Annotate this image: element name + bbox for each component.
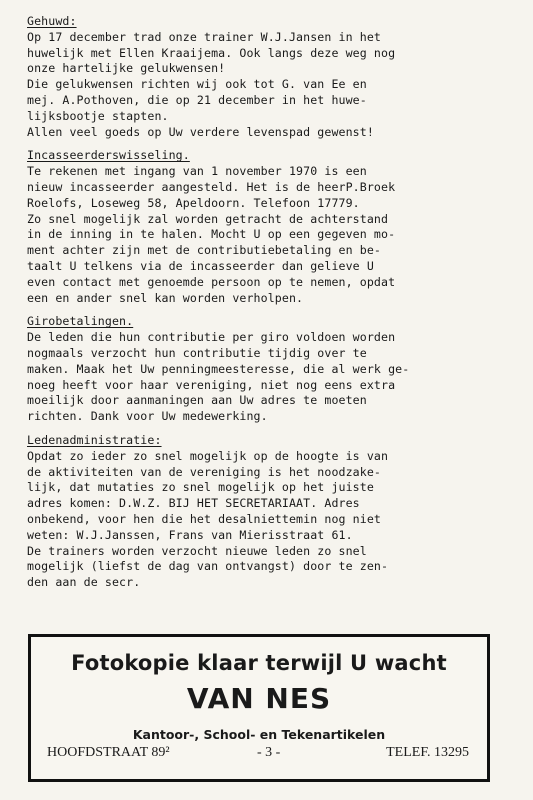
section-heading: Ledenadministratie: — [27, 432, 162, 447]
text-line: Die gelukwensen richten wij ook tot G. van Ee en — [27, 77, 367, 92]
text-line: mogelijk (liefst de dag van ontvangst) door te zen- — [27, 559, 389, 574]
text-line: in de inning in te halen. Mocht U op een gegeven mo- — [27, 227, 396, 242]
text-line: richten. Dank voor Uw medewerking. — [27, 409, 268, 424]
ad-subtitle: Kantoor-, School- en Tekenartikelen — [132, 727, 386, 742]
text-line: nieuw incasseerder aangesteld. Het is de heerP.Broek — [27, 179, 396, 194]
section-heading: Gehuwd: — [27, 14, 77, 28]
section-ledenadministratie — [27, 433, 507, 591]
text-line: even contact met genoemde persoon op te nemen, opdat — [27, 274, 396, 289]
text-line: lijk, dat mutaties zo snel mogelijk op het juiste — [27, 480, 374, 495]
section-heading: Incasseerderswisseling. — [27, 148, 190, 163]
section-girobetalingen — [27, 314, 507, 425]
text-line: moeilijk door aanmaningen aan Uw adres te moeten — [27, 393, 367, 408]
section-heading: Girobetalingen. — [27, 314, 134, 329]
text-column — [27, 14, 507, 599]
text-line: onbekend, voor hen die het desalniettemin nog niet — [27, 511, 382, 526]
page-number: - 3 - — [257, 745, 281, 760]
ad-telephone: TELEF. 13295 — [386, 745, 469, 760]
text-line: ment achter zijn met de contributiebetaling en be- — [27, 243, 382, 258]
text-line: taalt U telkens via de incasseerder dan gelieve U — [27, 258, 374, 273]
text-line: onze hartelijke gelukwensen! — [27, 61, 226, 76]
text-line: Te rekenen met ingang van 1 november 1970 is een — [27, 164, 367, 179]
text-line: lijksbootje stapten. — [27, 108, 169, 123]
text-line: Op 17 december trad onze trainer W.J.Jansen in het — [27, 29, 382, 44]
text-line: noeg heeft voor haar vereniging, niet nog eens extra — [27, 377, 396, 392]
text-line: weten: W.J.Janssen, Frans van Mierisstraat 61. — [27, 527, 353, 542]
ad-shop-name: VAN NES — [186, 682, 332, 715]
advertisement-box — [28, 634, 490, 782]
text-line: Zo snel mogelijk zal worden getracht de achterstand — [27, 211, 389, 226]
text-line: Roelofs, Loseweg 58, Apeldoorn. Telefoon 17779. — [27, 195, 360, 210]
text-line: Allen veel goeds op Uw verdere levenspad gewenst! — [27, 124, 374, 139]
ad-tagline: Fotokopie klaar terwijl U wacht — [71, 651, 447, 675]
section-incasseerderswisseling — [27, 148, 507, 306]
text-line: mej. A.Pothoven, die op 21 december in het huwe- — [27, 92, 367, 107]
text-line: adres komen: D.W.Z. BIJ HET SECRETARIAAT. Adres — [27, 496, 360, 511]
text-line: maken. Maak het Uw penningmeesteresse, die al werk ge- — [27, 361, 410, 376]
text-line: nogmaals verzocht hun contributie tijdig over te — [27, 345, 367, 360]
text-line: de aktiviteiten van de vereniging is het noodzake- — [27, 464, 382, 479]
ad-address: HOOFDSTRAAT 89² — [47, 745, 170, 760]
text-line: huwelijk met Ellen Kraaijema. Ook langs deze weg nog — [27, 45, 396, 60]
text-line: De trainers worden verzocht nieuwe leden zo snel — [27, 543, 367, 558]
text-line: Opdat zo ieder zo snel mogelijk op de hoogte is van — [27, 448, 389, 463]
section-gehuwd — [27, 14, 507, 140]
text-line: een en ander snel kan worden verholpen. — [27, 290, 304, 305]
text-line: De leden die hun contributie per giro voldoen worden — [27, 330, 396, 345]
text-line: den aan de secr. — [27, 575, 141, 590]
